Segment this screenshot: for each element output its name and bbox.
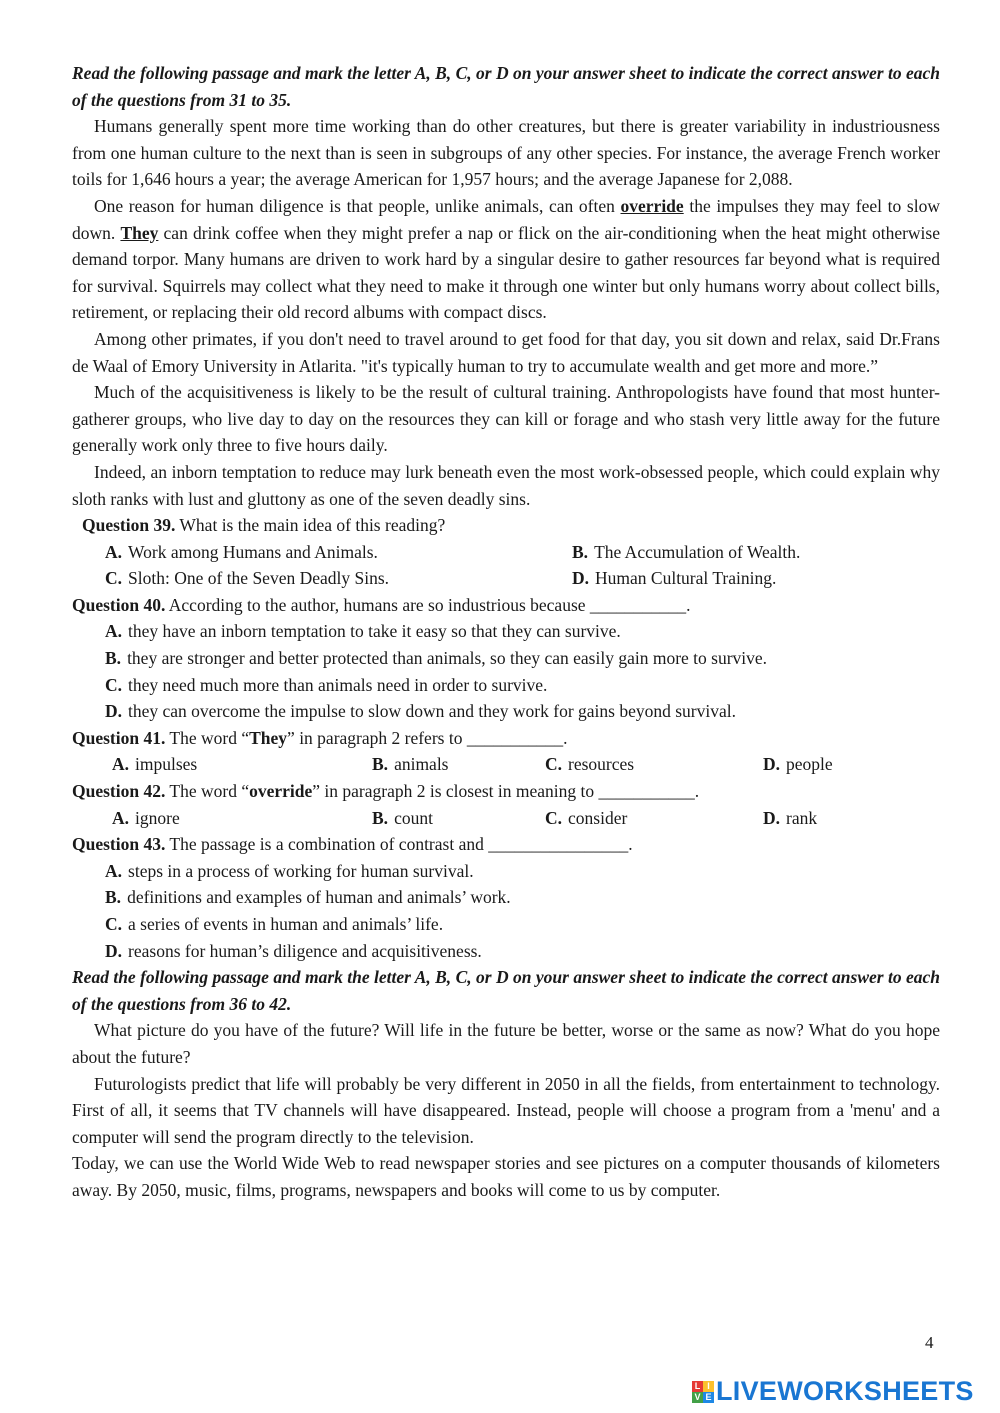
option-text: ignore <box>135 807 180 828</box>
option-text: The Accumulation of Wealth. <box>594 541 801 562</box>
question-label: Question 43. <box>72 834 166 855</box>
option-c[interactable] <box>545 751 763 778</box>
page-number: 4 <box>925 1333 934 1352</box>
option-letter: A. <box>112 807 130 828</box>
option-a[interactable] <box>112 751 372 778</box>
question-label: Question 39. <box>82 515 176 536</box>
option-d[interactable] <box>763 805 923 832</box>
option-text: reasons for human’s diligence and acquisitiveness. <box>128 940 482 961</box>
option-b[interactable] <box>72 645 940 672</box>
option-letter: D. <box>763 807 781 828</box>
option-text: Sloth: One of the Seven Deadly Sins. <box>128 568 390 589</box>
option-d[interactable] <box>72 938 940 965</box>
option-d[interactable] <box>572 565 952 592</box>
option-d[interactable] <box>72 698 940 725</box>
option-text: a series of events in human and animals’ life. <box>128 914 444 934</box>
question-39 <box>72 512 940 539</box>
option-text: they need much more than animals need in order to survive. <box>128 674 548 695</box>
option-text: they are stronger and better protected than animals, so they can easily gain more to survive. <box>127 648 768 669</box>
option-a[interactable] <box>72 618 940 645</box>
liveworksheets-logo[interactable] <box>692 1376 974 1407</box>
option-letter: B. <box>372 754 389 775</box>
question-label: Question 40. <box>72 594 166 615</box>
option-letter: B. <box>105 648 122 669</box>
option-a[interactable] <box>72 858 940 885</box>
question-text: What is the main idea of this reading? <box>175 515 446 536</box>
option-text: animals <box>394 754 449 775</box>
passage1-paragraph-1: Humans generally spent more time working than do other creatures, but there is greater variability in industriousness from one human culture to the next than is seen in subgroups of any other species. For instance, the average French worker toils for 1,646 hours a year; the average American for 1,957 hours; and the average Japanese for 2,088. <box>72 116 940 190</box>
option-letter: D. <box>572 568 590 589</box>
passage1-paragraph-2 <box>72 193 940 326</box>
option-letter: D. <box>105 940 123 961</box>
question-text: The passage is a combination of contrast and ________________. <box>165 834 633 855</box>
option-text: they can overcome the impulse to slow down and they work for gains beyond survival. <box>128 701 737 722</box>
option-letter: C. <box>105 674 123 695</box>
option-text: definitions and examples of human and animals’ work. <box>127 887 511 908</box>
p2-text-a: One reason for human diligence is that people, unlike animals, can often <box>94 195 621 216</box>
logo-tile-e: E <box>703 1392 714 1403</box>
logo-tile-v: V <box>692 1392 703 1403</box>
option-letter: C. <box>105 914 123 934</box>
logo-tile-l: L <box>692 1381 703 1392</box>
option-b[interactable] <box>372 751 545 778</box>
passage2-paragraph-3: Today, we can use the World Wide Web to read newspaper stories and see pictures on a computer thousands of kilometers away. By 2050, music, films, programs, newspapers and books will come to us by computer. <box>72 1153 940 1200</box>
option-d[interactable] <box>763 751 923 778</box>
keyword-override: override <box>620 195 684 216</box>
p2-text-c: can drink coffee when they might prefer a nap or flick on the air-conditioning when the heat might otherwise demand torpor. Many humans are driven to work hard by a singular desire to gather resources far beyond what is required for survival. Squirrels may collect what they need to make it through one winter but only humans worry about collect bills, retirement, or replacing their old record albums with compact discs. <box>72 222 940 323</box>
question-keyword: They <box>249 727 288 748</box>
option-b[interactable] <box>372 805 545 832</box>
option-text: they have an inborn temptation to take it easy so that they can survive. <box>128 621 621 642</box>
question-keyword: override <box>249 781 313 802</box>
question-42 <box>72 778 940 805</box>
worksheet-content <box>72 60 940 1204</box>
passage1-paragraph-5: Indeed, an inborn temptation to reduce may lurk beneath even the most work-obsessed people, which could explain why sloth ranks with lust and gluttony as one of the seven deadly sins. <box>72 461 940 509</box>
passage1-paragraph-3: Among other primates, if you don't need to travel around to get food for that day, you sit down and relax, said Dr.Frans de Waal of Emory University in Atlarita. "it's typically human to try to accumulate wealth and get more and more.” <box>72 328 940 376</box>
option-c[interactable] <box>105 565 572 592</box>
option-letter: A. <box>105 541 123 562</box>
option-letter: C. <box>545 754 563 775</box>
option-text: Human Cultural Training. <box>595 568 777 589</box>
question-label: Question 42. <box>72 781 166 802</box>
option-letter: B. <box>372 807 389 828</box>
question-label: Question 41. <box>72 727 166 748</box>
section1-instruction: Read the following passage and mark the letter A, B, C, or D on your answer sheet to indicate the correct answer to each of the questions from 31 to 35. <box>72 63 940 110</box>
keyword-they: They <box>120 222 159 243</box>
question-42-options <box>72 805 940 832</box>
p2-text-b: the impulses they may feel to slow down. <box>72 195 940 243</box>
option-letter: B. <box>572 541 589 562</box>
question-39-options <box>72 539 940 592</box>
option-letter: A. <box>105 860 123 881</box>
question-40 <box>72 592 940 619</box>
option-a[interactable] <box>112 805 372 832</box>
question-43 <box>72 831 940 858</box>
question-41-options <box>72 751 940 778</box>
option-c[interactable] <box>72 672 940 699</box>
question-text-a: The word “ <box>165 781 250 802</box>
option-text: count <box>394 807 433 828</box>
option-letter: C. <box>105 568 123 589</box>
option-letter: B. <box>105 887 122 908</box>
option-a[interactable] <box>105 539 572 566</box>
option-text: rank <box>786 807 818 828</box>
option-b[interactable] <box>572 539 952 566</box>
option-text: steps in a process of working for human survival. <box>128 860 474 881</box>
passage2-paragraph-1: What picture do you have of the future? Will life in the future be better, worse or the same as now? What do you hope about the future? <box>72 1020 940 1067</box>
option-letter: A. <box>105 621 123 642</box>
option-text: impulses <box>135 754 198 775</box>
option-c[interactable] <box>545 805 763 832</box>
section2-instruction: Read the following passage and mark the letter A, B, C, or D on your answer sheet to indicate the correct answer to each of the questions from 36 to 42. <box>72 967 940 1014</box>
question-41 <box>72 725 940 752</box>
option-text: people <box>786 754 833 775</box>
option-text: consider <box>568 807 628 828</box>
question-text-a: The word “ <box>165 727 250 748</box>
passage1-paragraph-4: Much of the acquisitiveness is likely to be the result of cultural training. Anthropologists have found that most hunter-gatherer groups, who live day to day on the resources they can kill or forage and who stash very little away for the future generally work only three to five hours daily. <box>72 382 940 456</box>
question-text: According to the author, humans are so industrious because ___________. <box>165 594 691 615</box>
logo-mark-icon <box>692 1381 714 1403</box>
passage2-paragraph-2: Futurologists predict that life will probably be very different in 2050 in all the fields, from entertainment to technology. First of all, it seems that TV channels will have disappeared. Instead, people will choose a program from a 'menu' and a computer will send the program directly to the television. <box>72 1073 940 1147</box>
question-text-b: ” in paragraph 2 is closest in meaning to ___________. <box>312 781 700 802</box>
option-letter: A. <box>112 754 130 775</box>
option-letter: C. <box>545 807 563 828</box>
question-text-b: ” in paragraph 2 refers to ___________. <box>287 727 568 748</box>
option-letter: D. <box>105 701 123 722</box>
option-b[interactable] <box>72 884 940 911</box>
option-c[interactable] <box>72 911 940 938</box>
logo-tile-i: I <box>703 1381 714 1392</box>
option-text: Work among Humans and Animals. <box>128 541 378 562</box>
option-text: resources <box>568 754 635 775</box>
logo-text: LIVEWORKSHEETS <box>716 1376 974 1406</box>
option-letter: D. <box>763 754 781 775</box>
